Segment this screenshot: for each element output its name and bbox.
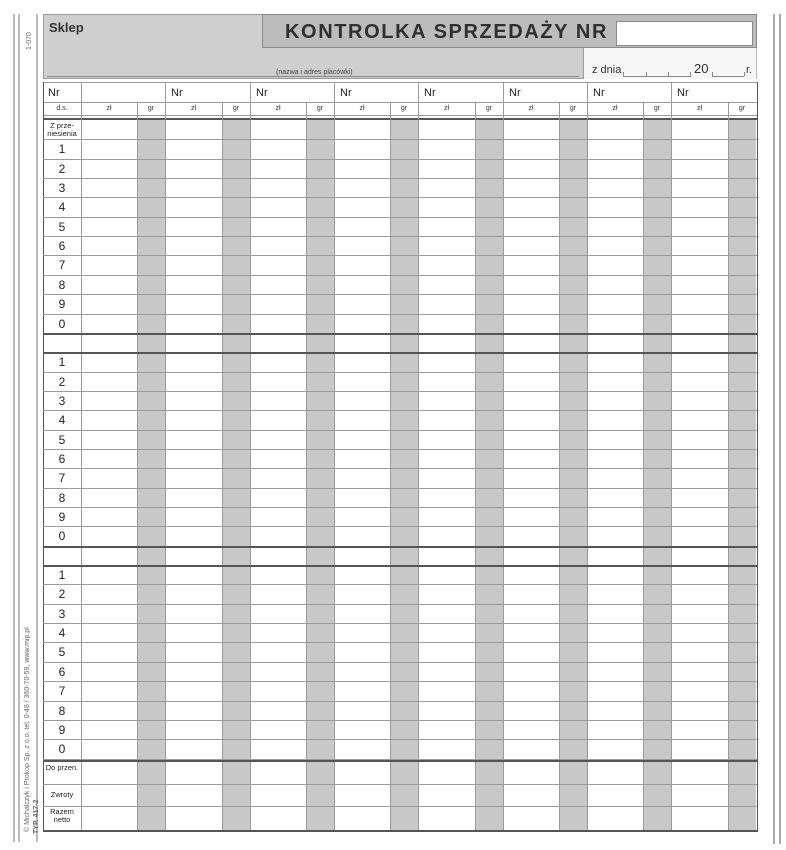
date-year-line[interactable] (712, 76, 744, 77)
row-number: 7 (58, 471, 66, 486)
row-number: 1 (58, 355, 66, 370)
gr-column-shade (306, 118, 334, 832)
block-rule (43, 565, 757, 567)
row-rule (43, 410, 757, 411)
date-label: z dnia (592, 64, 622, 76)
row-rule (43, 526, 757, 527)
column-zl-label: zł (106, 105, 112, 112)
row-number: 3 (58, 393, 66, 408)
footer-rule (43, 806, 757, 807)
row-rule (43, 255, 757, 256)
column-gr-label: gr (232, 105, 240, 112)
row-number: 4 (58, 413, 66, 428)
row-rule (43, 197, 757, 198)
date-tick (744, 72, 745, 76)
gr-column-shade (222, 118, 250, 832)
right-margin-stripe (779, 14, 781, 844)
column-gr-label: gr (738, 105, 746, 112)
row-rule (43, 430, 757, 431)
grid-top-rule (43, 118, 757, 120)
row-rule (43, 507, 757, 508)
row-number: 8 (58, 277, 66, 292)
row-rule (43, 488, 757, 489)
row-rule (43, 642, 757, 643)
row-number: 2 (58, 374, 66, 389)
row-rule (43, 159, 757, 160)
row-rule (43, 314, 757, 315)
column-nr-label: Nr (677, 87, 689, 99)
margin-publisher: © Michalczyk i Prokop Sp. z o.o. tel. 0-48 / 360-70-59, www.mip.pl (24, 627, 31, 832)
right-margin-stripe (773, 14, 775, 844)
row-rule (43, 739, 757, 740)
gr-column-shade (728, 118, 756, 832)
footer-rule (43, 784, 757, 785)
form-number-field[interactable] (616, 21, 753, 46)
column-nr-label: Nr (171, 87, 183, 99)
zl-gr-divider (728, 102, 729, 832)
row-number: 9 (58, 722, 66, 737)
column-nr-label: Nr (48, 87, 60, 99)
row-rule (43, 681, 757, 682)
margin-code-bottom: TYP. 417-2 (33, 799, 40, 834)
row-number: 7 (58, 684, 66, 699)
row-rule (43, 701, 757, 702)
column-zl-label: zł (359, 105, 365, 112)
shop-label: Sklep (49, 20, 84, 35)
footer-label: Do przen. (45, 762, 79, 772)
row-rule (43, 372, 757, 373)
column-gr-label: gr (316, 105, 324, 112)
gr-column-shade (390, 118, 418, 832)
column-zl-label: zł (612, 105, 618, 112)
row-number: 1 (58, 568, 66, 583)
zl-gr-divider (559, 102, 560, 832)
column-zl-label: zł (190, 105, 197, 112)
date-suffix: r. (746, 64, 753, 76)
column-nr-label: Nr (424, 87, 436, 99)
footer-label: Zwroty (50, 789, 74, 799)
row-rule (43, 584, 757, 585)
row-rule (43, 720, 757, 721)
column-gr-label: gr (569, 105, 577, 112)
footer-rule (43, 760, 757, 762)
row-number: 8 (58, 703, 66, 718)
row-number: 5 (58, 432, 66, 447)
row-rule (43, 623, 757, 624)
zl-gr-divider (222, 102, 223, 832)
row-number: 6 (58, 664, 66, 679)
grid-right-edge (757, 82, 758, 832)
header-rule (43, 102, 757, 103)
column-gr-label: gr (147, 105, 155, 112)
column-nr-label: Nr (340, 87, 352, 99)
shop-underline (47, 76, 579, 77)
row-number: 6 (58, 451, 66, 466)
date-year: 20 (694, 61, 709, 76)
left-margin-stripe (36, 14, 38, 842)
column-zl-label: zł (275, 105, 281, 112)
gr-column-shade (559, 118, 587, 832)
row-number: 7 (58, 258, 66, 273)
zl-gr-divider (643, 102, 644, 832)
column-zl-label: zł (696, 105, 703, 112)
left-margin-stripe (18, 14, 20, 842)
header-rule (43, 82, 757, 83)
row-number: 3 (58, 606, 66, 621)
row-number: 2 (58, 161, 66, 176)
gr-column-shade (475, 118, 503, 832)
row-rule (43, 178, 757, 179)
date-tick (712, 72, 713, 76)
zl-gr-divider (475, 102, 476, 832)
row-rule (43, 449, 757, 450)
row-rule (43, 217, 757, 218)
row-rule (43, 391, 757, 392)
column-nr-label: Nr (593, 87, 605, 99)
zl-gr-divider (390, 102, 391, 832)
row-number: 4 (58, 626, 66, 641)
block-rule (43, 352, 757, 354)
row-rule (43, 236, 757, 237)
row-rule (43, 139, 757, 140)
row-number: 1 (58, 142, 66, 157)
gr-column-shade (137, 118, 165, 832)
block-rule (43, 546, 757, 548)
footer-rule (43, 830, 757, 832)
block-rule (43, 333, 757, 335)
row-rule (43, 662, 757, 663)
margin-code-top: 1-070 (26, 32, 33, 50)
column-zl-label: zł (528, 105, 534, 112)
row-number: 4 (58, 200, 66, 215)
footer-label: Razem netto (50, 806, 74, 824)
row-rule (43, 275, 757, 276)
row-number: 2 (58, 587, 66, 602)
row-number: 8 (58, 490, 66, 505)
row-label-carry-in: Z prze- niesienia (47, 121, 77, 138)
shop-caption: (nazwa i adres placówki) (276, 69, 353, 76)
row-number: 9 (58, 510, 66, 524)
zl-gr-divider (137, 102, 138, 832)
row-number: 9 (58, 297, 66, 312)
row-number: 6 (58, 239, 66, 254)
row-rule (43, 604, 757, 605)
form-title: KONTROLKA SPRZEDAŻY NR (285, 21, 608, 43)
row-number: 5 (58, 645, 66, 660)
column-gr-label: gr (485, 105, 493, 112)
date-tick (623, 72, 624, 76)
date-tick (668, 72, 669, 76)
gr-column-shade (643, 118, 671, 832)
date-tick (690, 72, 691, 76)
column-nr-label: Nr (256, 87, 268, 99)
zl-gr-divider (306, 102, 307, 832)
date-day-line[interactable] (623, 76, 691, 77)
row-number: 5 (58, 219, 66, 234)
date-tick (646, 72, 647, 76)
row-rule (43, 294, 757, 295)
column-gr-label: gr (400, 105, 408, 112)
row-number: 0 (58, 529, 66, 544)
row-number: 0 (58, 742, 66, 757)
left-margin-stripe (13, 14, 15, 842)
row-number: 3 (58, 181, 66, 196)
column-gr-label: gr (653, 105, 661, 112)
row-number: 0 (58, 316, 66, 331)
column-zl-label: zł (443, 105, 450, 112)
column-nr-label: Nr (509, 87, 521, 99)
column-ds-label: d.s. (56, 105, 68, 112)
row-rule (43, 468, 757, 469)
header-rule (43, 115, 757, 116)
